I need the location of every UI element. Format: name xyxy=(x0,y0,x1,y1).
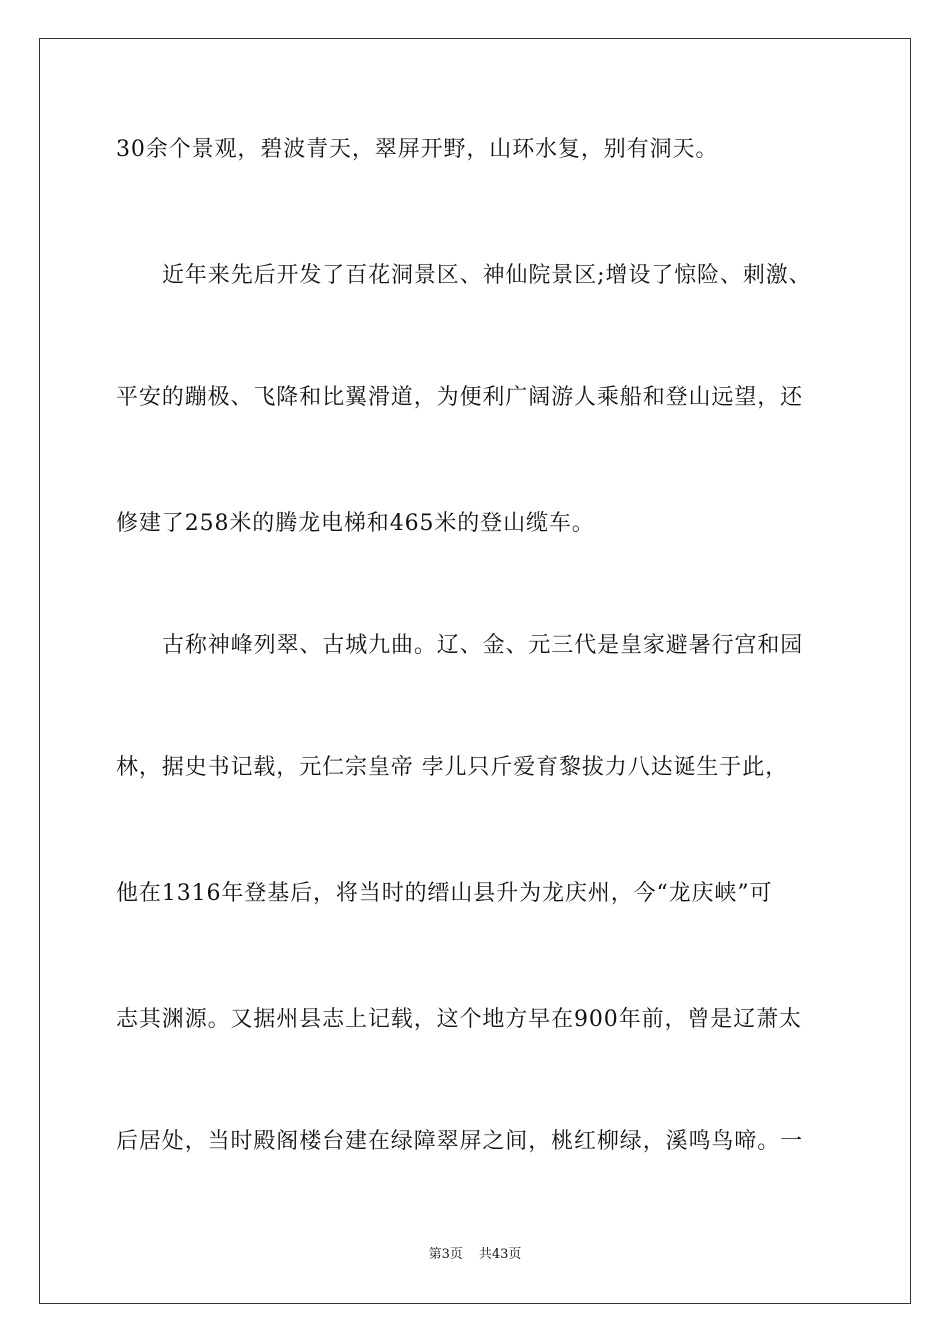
text-line-2: 近年来先后开发了百花洞景区、神仙院景区;增设了惊险、刺激、 xyxy=(162,263,812,288)
text-line-1: 30余个景观，碧波青天，翠屏开野，山环水复，别有洞天。 xyxy=(116,137,719,162)
page-footer xyxy=(0,1246,950,1264)
text-line-8: 志其渊源。又据州县志上记载，这个地方早在900年前，曾是辽萧太 xyxy=(116,1007,802,1032)
text-line-4: 修建了258米的腾龙电梯和465米的登山缆车。 xyxy=(116,511,595,536)
page-border xyxy=(39,38,911,1304)
text-line-5: 古称神峰列翠、古城九曲。辽、金、元三代是皇家避暑行宫和园 xyxy=(162,633,804,658)
text-line-6: 林，据史书记载，元仁宗皇帝 孛儿只斤爱育黎拔力八达诞生于此， xyxy=(116,755,788,780)
text-line-9: 后居处，当时殿阁楼台建在绿障翠屏之间，桃红柳绿，溪鸣鸟啼。一 xyxy=(116,1129,804,1154)
text-line-3: 平安的蹦极、飞降和比翼滑道，为便利广阔游人乘船和登山远望，还 xyxy=(116,385,804,410)
total-pages: 共43页 xyxy=(478,1247,522,1262)
page-number: 第3页 xyxy=(428,1247,463,1262)
text-line-7: 他在1316年登基后，将当时的缙山县升为龙庆州，今“龙庆峡”可 xyxy=(116,881,773,906)
